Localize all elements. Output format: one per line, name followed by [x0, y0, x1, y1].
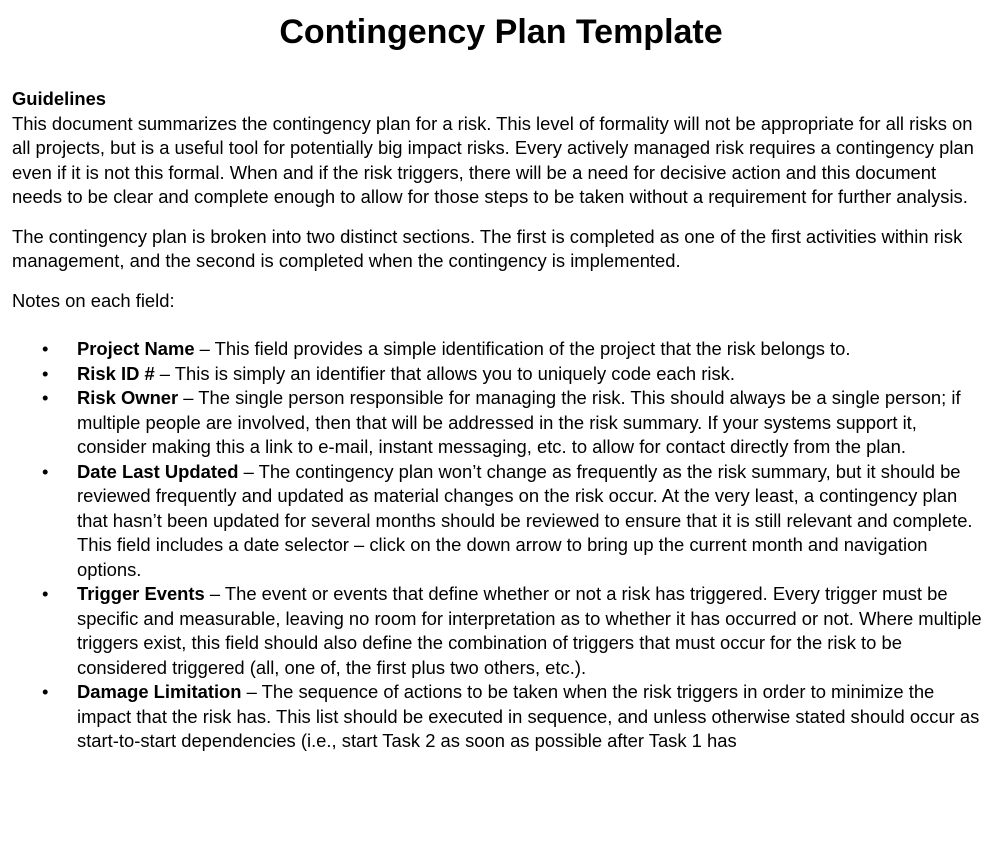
list-item-project-name: [12, 337, 990, 362]
notes-intro: Notes on each field:: [12, 289, 175, 311]
guidelines-paragraph-1: This document summarizes the contingency plan for a risk. This level of formality will not be appropriate for all risks on all projects, but is a useful tool for potentially big impact risks. Every actively managed risk requires a contingency plan even if it is not this formal. When and if the risk triggers, there will be a need for decisive action and this document needs to be clear and complete enough to allow for those steps to be taken without a requirement for further analysis.: [12, 112, 974, 207]
bullet-icon: •: [42, 681, 49, 702]
list-item-date-last-updated: [12, 460, 990, 583]
guidelines-heading: Guidelines: [12, 88, 107, 109]
field-name: Risk ID #: [77, 362, 155, 384]
document-page: [12, 0, 990, 754]
field-description: – This field provides a simple identification of the project that the risk belongs to.: [194, 338, 851, 359]
list-item-risk-owner: [12, 386, 990, 460]
bullet-icon: •: [42, 338, 49, 359]
list-item-risk-id: [12, 362, 990, 387]
field-name: Date Last Updated: [77, 460, 239, 482]
bullet-icon: •: [42, 583, 49, 604]
field-name: Project Name: [77, 338, 195, 359]
field-name: Damage Limitation: [77, 681, 242, 702]
field-description: – The event or events that define whether or not a risk has triggered. Every trigger must be specific and measurable, leaving no room for interpretation as to whether it has occurred or not. Where multiple triggers exist, this field should also define the combination of triggers that must occur for the risk to be considered triggered (all, one of, the first plus two others, etc.).: [77, 583, 982, 678]
field-description: – The single person responsible for managing the risk. This should always be a single person; if multiple people are involved, then that will be addressed in the risk summary. If your systems support it, consider making this a link to e-mail, instant messaging, etc. to allow for contact directly from the plan.: [77, 387, 961, 457]
bullet-icon: •: [42, 460, 49, 482]
list-item-trigger-events: [12, 582, 990, 680]
field-description: – The sequence of actions to be taken when the risk triggers in order to minimize the impact that the risk has. This list should be executed in sequence, and unless otherwise stated should occur as start-to-start dependencies (i.e., start Task 2 as soon as possible after Task 1 has: [77, 681, 980, 751]
bullet-icon: •: [42, 387, 49, 408]
document-title: Contingency Plan Template: [279, 13, 723, 51]
field-description: – This is simply an identifier that allows you to uniquely code each risk.: [154, 362, 735, 384]
field-name: Trigger Events: [77, 583, 205, 604]
bullet-icon: •: [42, 362, 49, 384]
list-item-damage-limitation: [12, 680, 990, 754]
field-description: – The contingency plan won’t change as frequently as the risk summary, but it should be reviewed frequently and updated as material changes on the risk occur. At the very least, a contingency plan that hasn’t been updated for several months should be reviewed to ensure that it is still relevant and complete. This field includes a date selector – click on the down arrow to bring up the current month and navigation options.: [77, 460, 973, 580]
field-notes-list: [12, 337, 990, 754]
guidelines-paragraph-2: The contingency plan is broken into two distinct sections. The first is completed as one of the first activities within risk management, and the second is completed when the contingency is implemented.: [12, 225, 963, 271]
field-name: Risk Owner: [77, 387, 179, 408]
